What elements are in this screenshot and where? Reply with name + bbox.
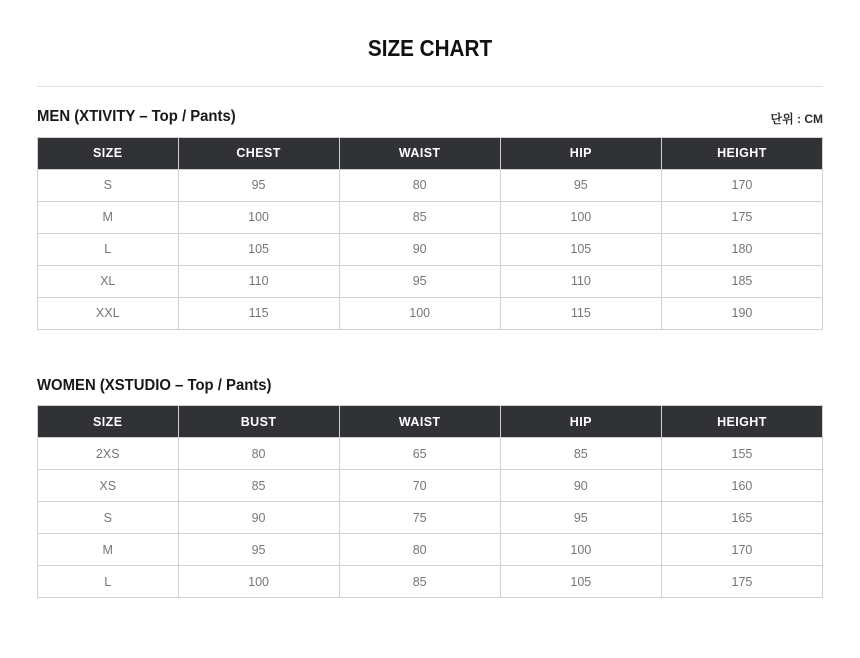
table-cell: 105 [178,233,339,265]
table-cell: 95 [339,265,500,297]
page-title: SIZE CHART [367,35,493,61]
table-cell: 80 [339,169,500,201]
table-row [38,470,823,502]
column-header: HEIGHT [661,137,822,169]
table-cell: 180 [661,233,822,265]
table-cell: 90 [339,233,500,265]
column-header: HIP [500,406,661,438]
table-cell: 115 [500,297,661,329]
divider [37,86,823,87]
table-cell: 85 [339,201,500,233]
women-section-heading: WOMEN (XSTUDIO – Top / Pants) [37,376,272,394]
table-cell: 100 [178,201,339,233]
men-section-heading: MEN (XTIVITY – Top / Pants) [37,108,236,126]
table-cell: M [38,534,179,566]
table-cell: 65 [339,438,500,470]
men-size-section [37,108,823,329]
unit-label: 단위 : CM [770,111,823,126]
table-cell: 85 [500,438,661,470]
table-cell: 85 [339,566,500,598]
table-cell: 95 [500,502,661,534]
table-cell: 100 [500,201,661,233]
table-cell: 80 [339,534,500,566]
table-cell: 190 [661,297,822,329]
table-cell: 85 [178,470,339,502]
table-row [38,534,823,566]
women-size-table [37,405,823,598]
table-cell: 70 [339,470,500,502]
table-row [38,265,823,297]
women-size-section [37,377,823,598]
table-cell: 100 [178,566,339,598]
table-cell: 185 [661,265,822,297]
women-table-header-row [38,406,823,438]
table-cell: 90 [178,502,339,534]
table-row [38,233,823,265]
table-row [38,438,823,470]
column-header: BUST [178,406,339,438]
table-cell: 115 [178,297,339,329]
table-cell: 95 [178,169,339,201]
table-row [38,201,823,233]
table-cell: 170 [661,169,822,201]
table-cell: L [38,233,179,265]
table-cell: 105 [500,233,661,265]
table-cell: 110 [500,265,661,297]
table-cell: 155 [661,438,822,470]
table-cell: XL [38,265,179,297]
table-cell: XXL [38,297,179,329]
table-cell: 105 [500,566,661,598]
table-cell: S [38,502,179,534]
table-cell: L [38,566,179,598]
table-cell: XS [38,470,179,502]
women-section-head [37,377,823,395]
column-header: SIZE [38,137,179,169]
table-cell: 95 [500,169,661,201]
table-row [38,566,823,598]
table-cell: 100 [339,297,500,329]
men-table-header-row [38,137,823,169]
table-row [38,169,823,201]
table-cell: 2XS [38,438,179,470]
column-header: WAIST [339,406,500,438]
column-header: HEIGHT [661,406,822,438]
table-cell: 100 [500,534,661,566]
table-cell: 170 [661,534,822,566]
table-cell: 110 [178,265,339,297]
men-size-table [37,137,823,330]
table-cell: 90 [500,470,661,502]
table-cell: 95 [178,534,339,566]
table-cell: 175 [661,201,822,233]
men-section-head [37,108,823,126]
table-cell: 80 [178,438,339,470]
table-cell: S [38,169,179,201]
table-cell: 75 [339,502,500,534]
column-header: CHEST [178,137,339,169]
column-header: SIZE [38,406,179,438]
table-cell: 160 [661,470,822,502]
column-header: HIP [500,137,661,169]
table-row [38,297,823,329]
table-row [38,502,823,534]
column-header: WAIST [339,137,500,169]
table-cell: M [38,201,179,233]
table-cell: 175 [661,566,822,598]
table-cell: 165 [661,502,822,534]
